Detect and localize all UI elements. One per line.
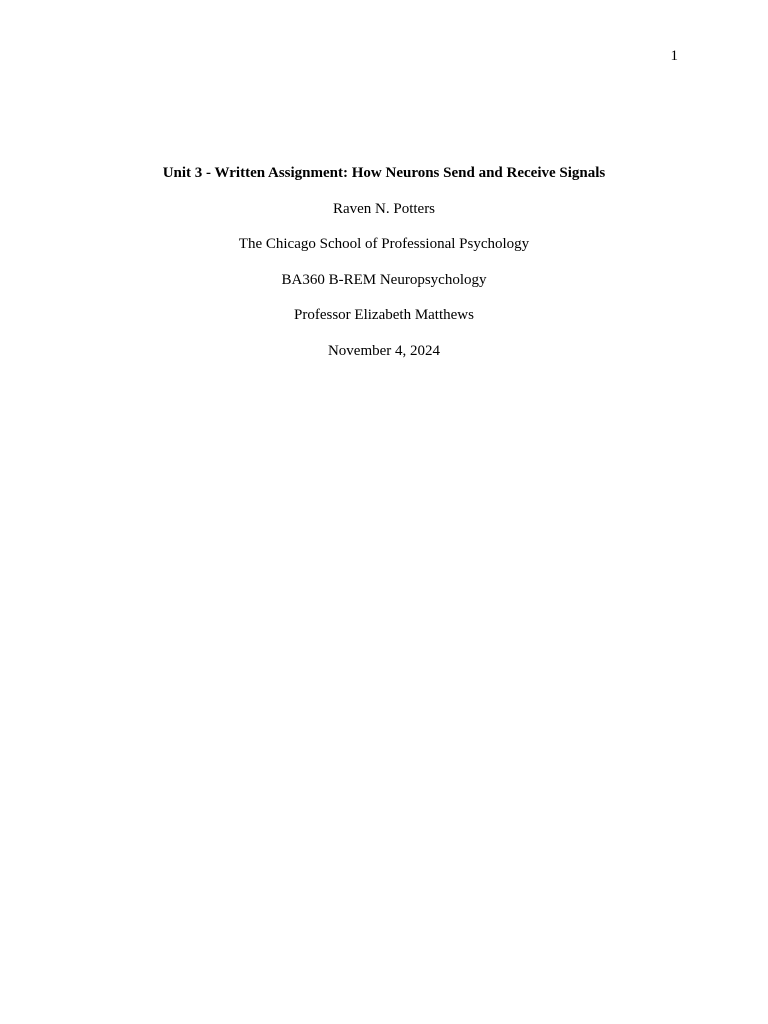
title-block — [0, 163, 768, 377]
page-number: 1 — [670, 48, 678, 64]
institution: The Chicago School of Professional Psychology — [238, 236, 530, 253]
due-date: November 4, 2024 — [327, 342, 441, 359]
course-name: BA360 B-REM Neuropsychology — [281, 271, 487, 288]
instructor-name: Professor Elizabeth Matthews — [294, 307, 474, 324]
author-name: Raven N. Potters — [332, 200, 436, 217]
paper-title: Unit 3 - Written Assignment: How Neurons Send and Receive Signals — [162, 165, 606, 181]
